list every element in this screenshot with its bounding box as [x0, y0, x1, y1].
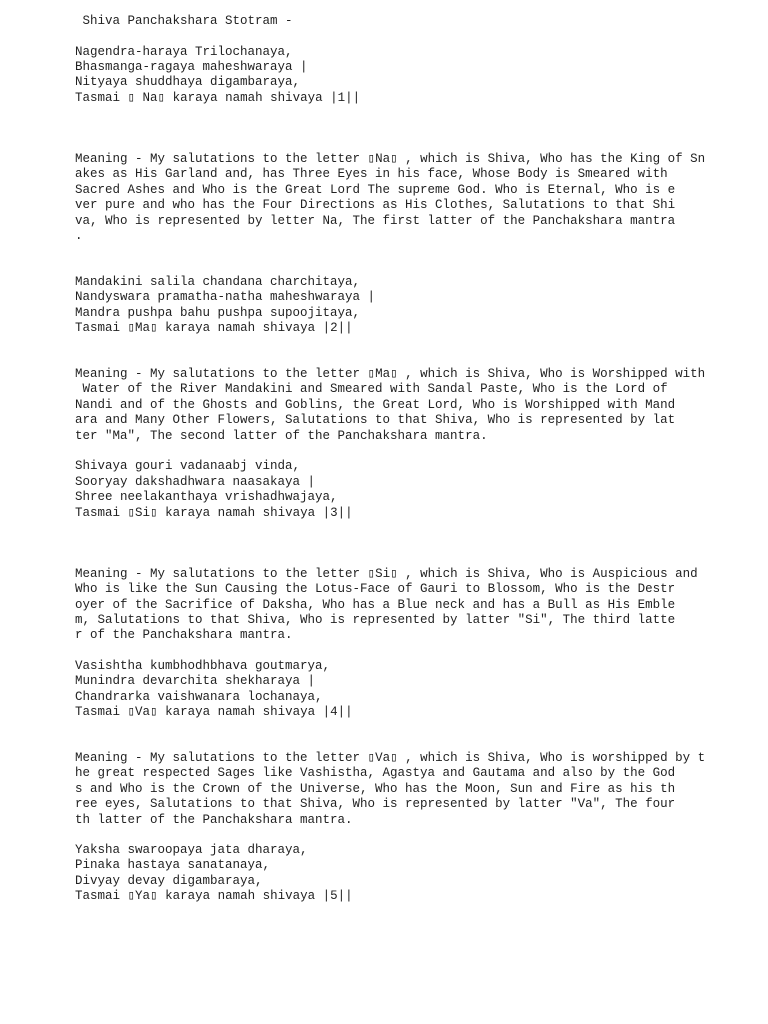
meaning-4-line-3: s and Who is the Crown of the Universe, Who has the Moon, Sun and Fire as his th: [75, 782, 676, 796]
meaning-3-line-5: r of the Panchakshara mantra.: [75, 628, 293, 642]
meaning-1-line-3: Sacred Ashes and Who is the Great Lord The supreme God. Who is Eternal, Who is e: [75, 183, 676, 197]
verse-3-line-1: Shivaya gouri vadanaabj vinda,: [75, 459, 301, 473]
meaning-2-line-5: ter "Ma", The second latter of the Panchakshara mantra.: [75, 429, 488, 443]
meaning-4-line-5: th latter of the Panchakshara mantra.: [75, 813, 353, 827]
verse-5-line-2: Pinaka hastaya sanatanaya,: [75, 858, 271, 872]
verse-4-line-4: Tasmai ▯Va▯ karaya namah shivaya |4||: [75, 705, 353, 719]
meaning-2-line-1: Meaning - My salutations to the letter ▯Ma▯ , which is Shiva, Who is Worshipped with: [75, 367, 706, 381]
meaning-4-line-2: he great respected Sages like Vashistha, Agastya and Gautama and also by the God: [75, 766, 676, 780]
document-title: Shiva Panchakshara Stotram -: [75, 14, 293, 28]
meaning-3-line-1: Meaning - My salutations to the letter ▯Si▯ , which is Shiva, Who is Auspicious and: [75, 567, 698, 581]
verse-5-line-4: Tasmai ▯Ya▯ karaya namah shivaya |5||: [75, 889, 353, 903]
verse-1-line-2: Bhasmanga-ragaya maheshwaraya |: [75, 60, 308, 74]
verse-1-line-4: Tasmai ▯ Na▯ karaya namah shivaya |1||: [75, 91, 361, 105]
meaning-3-line-4: m, Salutations to that Shiva, Who is represented by latter "Si", The third latte: [75, 613, 676, 627]
verse-2-line-4: Tasmai ▯Ma▯ karaya namah shivaya |2||: [75, 321, 353, 335]
verse-5-line-1: Yaksha swaroopaya jata dharaya,: [75, 843, 308, 857]
meaning-1-line-2: akes as His Garland and, has Three Eyes in his face, Whose Body is Smeared with: [75, 167, 668, 181]
meaning-3-line-3: oyer of the Sacrifice of Daksha, Who has a Blue neck and has a Bull as His Emble: [75, 598, 676, 612]
meaning-1-line-5: va, Who is represented by letter Na, The first latter of the Panchakshara mantra: [75, 214, 676, 228]
meaning-1-line-6: .: [75, 229, 83, 243]
meaning-2-line-4: ara and Many Other Flowers, Salutations to that Shiva, Who is represented by lat: [75, 413, 676, 427]
verse-1-line-1: Nagendra-haraya Trilochanaya,: [75, 45, 293, 59]
verse-2-line-2: Nandyswara pramatha-natha maheshwaraya |: [75, 290, 376, 304]
meaning-2-line-3: Nandi and of the Ghosts and Goblins, the Great Lord, Who is Worshipped with Mand: [75, 398, 676, 412]
meaning-3-line-2: Who is like the Sun Causing the Lotus-Face of Gauri to Blossom, Who is the Destr: [75, 582, 676, 596]
verse-2-line-1: Mandakini salila chandana charchitaya,: [75, 275, 361, 289]
meaning-2-line-2: Water of the River Mandakini and Smeared with Sandal Paste, Who is the Lord of: [75, 382, 668, 396]
verse-5-line-3: Divyay devay digambaraya,: [75, 874, 263, 888]
verse-3-line-3: Shree neelakanthaya vrishadhwajaya,: [75, 490, 338, 504]
meaning-4-line-4: ree eyes, Salutations to that Shiva, Who is represented by latter "Va", The four: [75, 797, 676, 811]
meaning-4-line-1: Meaning - My salutations to the letter ▯Va▯ , which is Shiva, Who is worshipped by t: [75, 751, 706, 765]
meaning-1-line-4: ver pure and who has the Four Directions as His Clothes, Salutations to that Shi: [75, 198, 676, 212]
verse-4-line-1: Vasishtha kumbhodhbhava goutmarya,: [75, 659, 331, 673]
verse-1-line-3: Nityaya shuddhaya digambaraya,: [75, 75, 301, 89]
verse-4-line-2: Munindra devarchita shekharaya |: [75, 674, 316, 688]
verse-2-line-3: Mandra pushpa bahu pushpa supoojitaya,: [75, 306, 361, 320]
verse-3-line-4: Tasmai ▯Si▯ karaya namah shivaya |3||: [75, 506, 353, 520]
meaning-1-line-1: Meaning - My salutations to the letter ▯Na▯ , which is Shiva, Who has the King of Sn: [75, 152, 706, 166]
verse-4-line-3: Chandrarka vaishwanara lochanaya,: [75, 690, 323, 704]
verse-3-line-2: Sooryay dakshadhwara naasakaya |: [75, 475, 316, 489]
